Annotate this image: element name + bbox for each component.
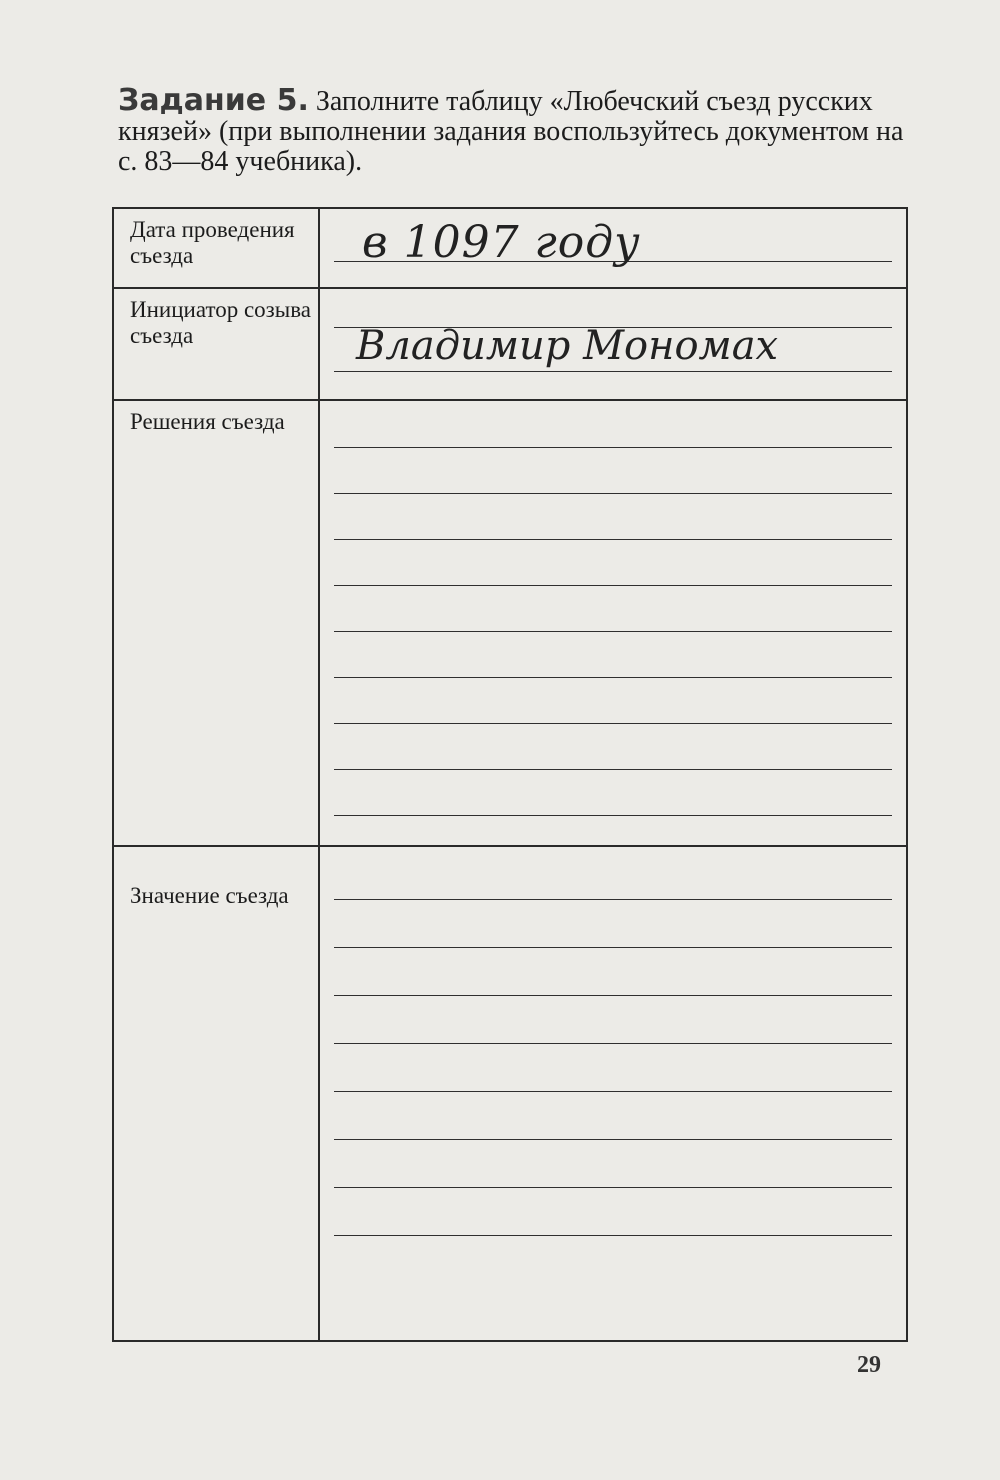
task-number: Задание 5. (118, 83, 309, 118)
answer-line (334, 493, 892, 494)
answer-line (334, 631, 892, 632)
table-row (113, 846, 907, 1341)
answer-line (334, 371, 892, 372)
table-row (113, 288, 907, 400)
answer-line (334, 539, 892, 540)
answer-line (334, 677, 892, 678)
row-label-decisions: Решения съезда (113, 400, 319, 846)
answer-line (334, 1139, 892, 1140)
handwritten-initiator-answer: Владимир Мономах (356, 323, 779, 369)
answer-line (334, 585, 892, 586)
answer-line (334, 1043, 892, 1044)
congress-table (112, 207, 908, 1342)
answer-cell-decisions[interactable] (319, 400, 907, 846)
row-label-date: Дата проведения съезда (113, 208, 319, 288)
table-row (113, 208, 907, 288)
answer-line (334, 769, 892, 770)
answer-line (334, 815, 892, 816)
answer-cell-significance[interactable] (319, 846, 907, 1341)
answer-cell-initiator[interactable] (319, 288, 907, 400)
row-label-significance: Значение съезда (113, 846, 319, 1341)
answer-line (334, 947, 892, 948)
handwritten-date-answer: в 1097 году (362, 217, 641, 268)
task-heading (118, 83, 908, 177)
answer-line (334, 899, 892, 900)
answer-cell-date[interactable] (319, 208, 907, 288)
page-number: 29 (857, 1352, 881, 1378)
task-text: Заполните таблицу «Любечский съезд русских князей» (при выполнении задания воспользуйтесь документом на с. 83—84 учебника). (118, 86, 904, 177)
answer-line (334, 723, 892, 724)
answer-line (334, 1235, 892, 1236)
answer-line (334, 995, 892, 996)
row-label-initiator: Инициатор созыва съезда (113, 288, 319, 400)
answer-line (334, 447, 892, 448)
answer-line (334, 1091, 892, 1092)
answer-line (334, 1187, 892, 1188)
table-row (113, 400, 907, 846)
